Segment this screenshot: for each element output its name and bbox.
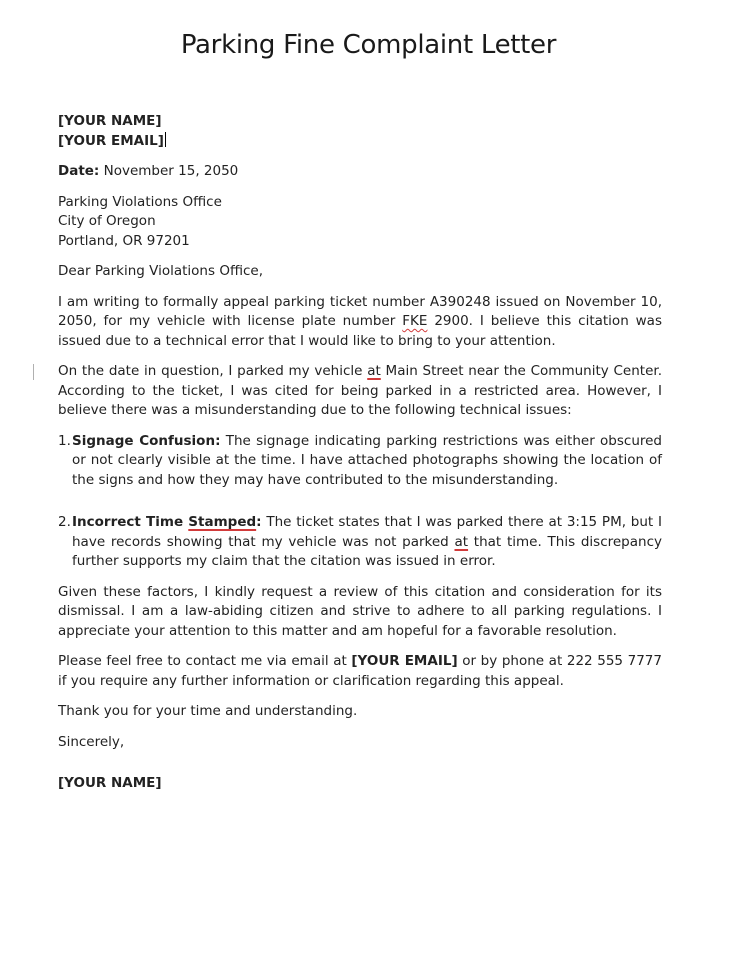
list-item (58, 513, 662, 572)
signature-space (58, 752, 662, 774)
thanks-line: Thank you for your time and understanding. (58, 703, 358, 719)
paragraph-4-text-a: Please feel free to contact me via email at (58, 653, 352, 669)
paragraph-2 (58, 362, 662, 421)
closing: Sincerely, (58, 733, 125, 750)
paragraph-1-text-b: 2900. I believe this citation was issued due to a technical error that I would like to bring to your attention. (58, 313, 662, 349)
recipient-line-2: City of Oregon (58, 213, 156, 229)
document-title: Parking Fine Complaint Letter (180, 30, 557, 60)
list-item-heading-text: Incorrect Time (72, 514, 189, 530)
grammar-flag-at-2[interactable]: at (454, 533, 469, 550)
list-number: 1. (58, 432, 71, 449)
paragraph-1 (58, 293, 662, 352)
grammar-flag-stamped[interactable]: Stamped (188, 514, 257, 530)
date-label: Date: (58, 163, 100, 179)
sender-email: [YOUR EMAIL] (58, 132, 164, 149)
text-cursor (165, 132, 166, 147)
list-item-heading: Signage Confusion: (72, 432, 221, 449)
paragraph-3: Given these factors, I kindly request a review of this citation and consideration for its dismissal. I am a law-abiding citizen and strive to adhere to all parking regulations. I appreciate your attention to this matter and am hopeful for a favorable resolution. (58, 583, 662, 639)
list-item-text: The signage indicating parking restrictions was either obscured or not clearly visible at the time. I have attached photographs showing the location of the signs and how they may have contributed to the misunderstanding. (72, 432, 662, 488)
sender-email-line (58, 132, 662, 152)
list-number: 2. (58, 514, 71, 530)
list-item-text-a: The ticket states that I was parked there at 3:15 PM, but I have records showing that my vehicle was not parked (72, 514, 662, 550)
paragraph-4-text-b: or by phone at 222 555 7777 if you require any further information or clarification regarding this appeal. (58, 653, 662, 689)
margin-marker (33, 364, 34, 380)
date-line (58, 162, 662, 182)
signature-name: [YOUR NAME] (58, 775, 162, 791)
letter-body[interactable] (58, 112, 662, 805)
paragraph-1-text-a: I am writing to formally appeal parking ticket number A390248 issued on November 10, 2050, for my vehicle with license plate number (58, 293, 662, 329)
sender-name: [YOUR NAME] (58, 113, 162, 129)
list-item-heading (72, 514, 262, 530)
recipient-line-3: Portland, OR 97201 (58, 232, 190, 249)
list-item-heading-colon: : (256, 514, 262, 530)
recipient-line-1: Parking Violations Office (58, 193, 222, 210)
date-value: November 15, 2050 (103, 163, 239, 179)
spellcheck-flag-fke[interactable]: FKE (402, 313, 428, 329)
grammar-flag-at[interactable]: at (367, 363, 381, 379)
contact-email: [YOUR EMAIL] (351, 653, 458, 669)
paragraph-2-text-a: On the date in question, I parked my vehicle (58, 363, 368, 379)
recipient-address (58, 193, 662, 252)
paragraph-4 (58, 652, 662, 691)
issues-list (58, 432, 662, 572)
list-item-text-b: that time. This discrepancy further supports my claim that the citation was issued in error. (72, 533, 662, 569)
salutation: Dear Parking Violations Office, (58, 263, 264, 279)
list-item (58, 432, 662, 491)
paragraph-2-text-b: Main Street near the Community Center. According to the ticket, I was cited for being parked in a restricted area. However, I believe there was a misunderstanding due to the following technical issues: (58, 363, 662, 418)
